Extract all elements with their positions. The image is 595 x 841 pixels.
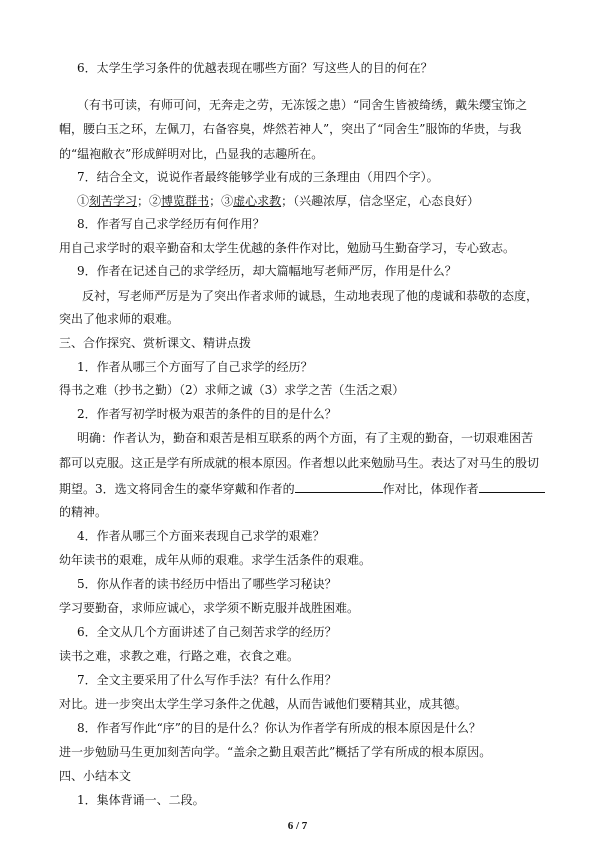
section-3-answer-7: 对比。进一步突出太学生学习条件之优越，从而告诫他们要精其业，成其德。: [59, 697, 468, 711]
answer-6-line-3: 的“缊袍敝衣”形成鲜明对比，凸显我的志趣所在。: [59, 147, 324, 161]
question-6: 6．太学生学习条件的优越表现在哪些方面？写这些人的目的何在？: [77, 61, 433, 75]
answer-7-number-1: ①: [77, 194, 90, 208]
question-9: 9．作者在记述自己的求学经历，却大篇幅地写老师严厉，作用是什么？: [77, 264, 457, 278]
section-3-answer-1: 得书之难（抄书之勤）（2）求师之诚（3）求学之苦（生活之艰）: [59, 383, 405, 397]
section-3-answer-2-line-1: 明确：作者认为，勤奋和艰苦是相互联系的两个方面，有了主观的勤奋，一切艰难困苦: [77, 431, 534, 445]
fill-in-blank-2: [479, 480, 545, 493]
section-4-item-1: 1．集体背诵一、二段。: [77, 793, 205, 807]
section-3-answer-5: 学习要勤奋，求师应诚心，求学须不断克服并战胜困难。: [59, 601, 360, 615]
section-3-question-7: 7．全文主要采用了什么写作手法？有什么作用？: [77, 673, 337, 687]
answer-7-extra: ；（兴趣浓厚，信念坚定，心态良好）: [281, 194, 480, 208]
answer-9-line-2: 突出了他求师的艰难。: [59, 312, 180, 326]
answer-7-number-2: ；②: [137, 194, 162, 208]
section-3-question-2: 2．作者写初学时极为艰苦的条件的目的是什么？: [77, 407, 337, 421]
answer-6-line-2: 帽，腰白玉之环，左佩刀，右备容臭，烨然若神人”，突出了“同舍生”服饰的华贵，与我: [59, 122, 522, 136]
answer-7-number-3: ；③: [209, 194, 234, 208]
section-3-answer-2-line-2: 都可以克服。这正是学有所成就的根本原因。作者想以此来勉励马生。表达了对马生的殷切: [59, 456, 540, 470]
answer-9-line-1: 反衬，写老师严厉是为了突出作者求师的诚恳，生动地表现了他的虔诚和恭敬的态度，: [82, 289, 539, 303]
fill-in-blank-1: [295, 480, 383, 493]
answer-7-reason-2: 博览群书: [161, 194, 210, 208]
question-8: 8．作者写自己求学经历有何作用？: [77, 217, 265, 231]
question-7: 7．结合全文，说说作者最终能够学业有成的三条理由（用四个字）。: [77, 170, 439, 184]
section-3-question-5: 5．你从作者的读书经历中悟出了哪些学习秘诀？: [77, 577, 337, 591]
section-3-question-4: 4．作者从哪三个方面来表现自己求学的艰难？: [77, 529, 325, 543]
fill-in-prompt-middle: 作对比，体现作者: [382, 482, 479, 496]
section-3-question-8: 8．作者写作此“序”的目的是什么？你认为作者学有所成的根本原因是什么？: [77, 721, 481, 735]
answer-7-reason-1: 刻苦学习: [89, 194, 138, 208]
answer-7: [77, 193, 479, 209]
section-3-answer-2-line-4: 的精神。: [59, 505, 108, 519]
section-4-heading: 四、小结本文: [59, 769, 132, 783]
page-number: 6 / 7: [287, 820, 308, 832]
answer-8: 用自己求学时的艰辛勤奋和太学生优越的条件作对比，勉励马生勤奋学习，专心致志。: [59, 241, 516, 255]
fill-in-prompt-start: 期望。3．选文将同舍生的豪华穿戴和作者的: [59, 482, 295, 496]
answer-6-line-1: （有书可读，有师可问，无奔走之劳，无冻馁之患）“同舍生皆被绮绣，戴朱缨宝饰之: [77, 98, 528, 112]
section-3-answer-6: 读书之难，求教之难，行路之难，衣食之难。: [59, 649, 300, 663]
section-3-question-6: 6．全文从几个方面讲述了自己刻苦求学的经历？: [77, 625, 337, 639]
section-3-heading: 三、合作探究、赏析课文、精讲点拨: [59, 336, 252, 350]
answer-7-reason-3: 虚心求教: [233, 194, 282, 208]
section-3-answer-2-line-3: [59, 480, 545, 497]
section-3-answer-4: 幼年读书的艰难，成年从师的艰难。求学生活条件的艰难。: [59, 553, 372, 567]
section-3-question-1: 1．作者从哪三个方面写了自己求学的经历？: [77, 360, 313, 374]
section-3-answer-8: 进一步勉励马生更加刻苦向学。“盖余之勤且艰苦此”概括了学有所成的根本原因。: [59, 745, 492, 759]
